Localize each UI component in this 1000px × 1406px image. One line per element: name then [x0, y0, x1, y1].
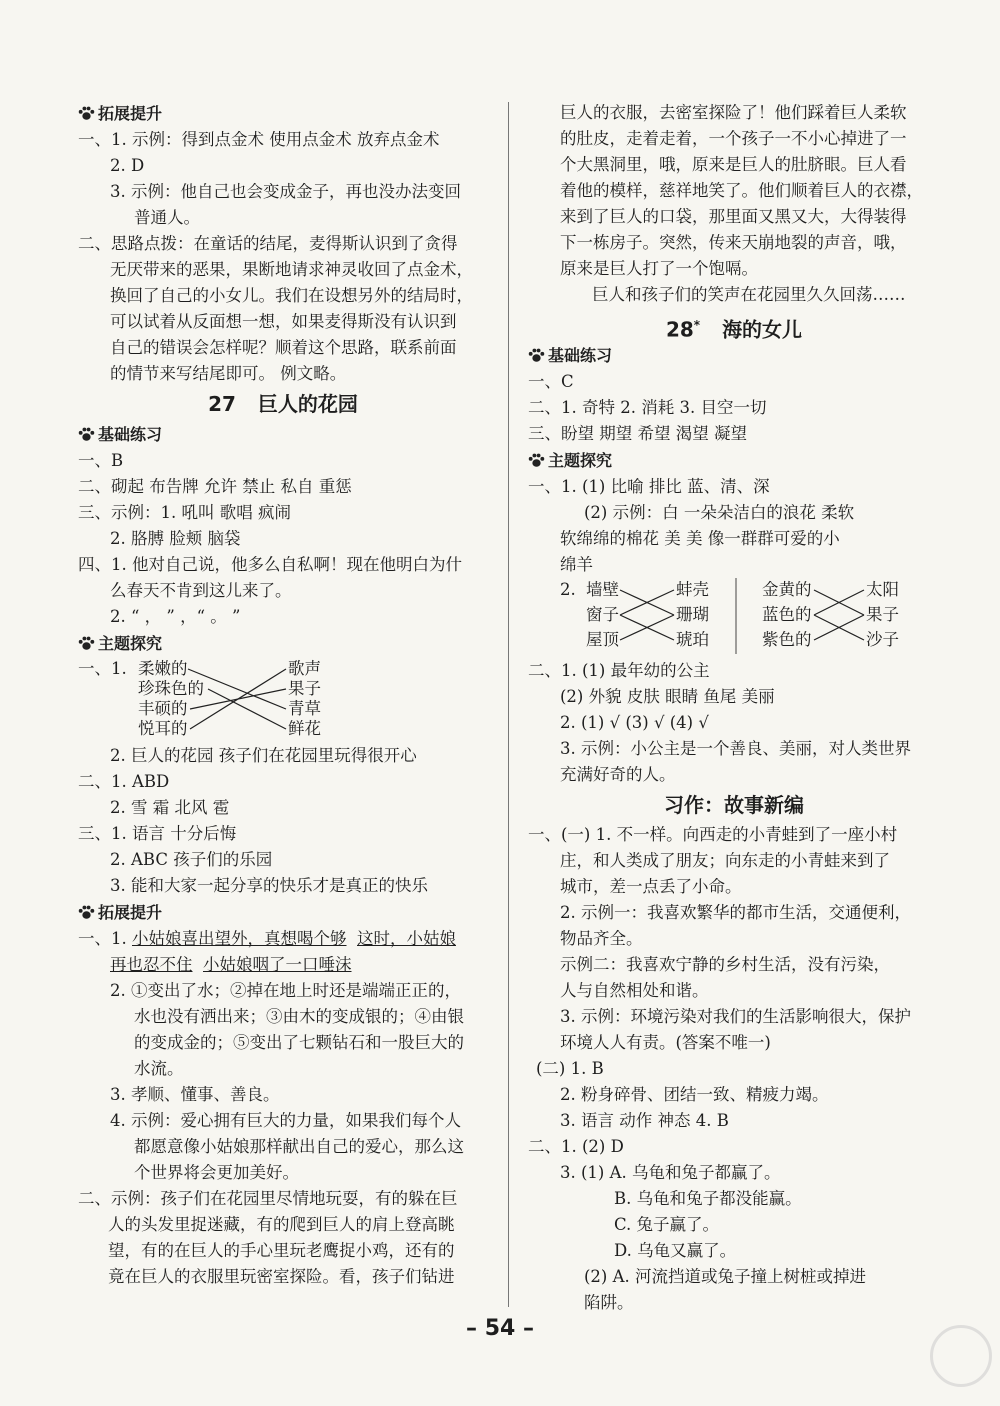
lesson-title-27: 27 巨人的花园	[208, 392, 358, 416]
text-line: D. 乌龟又赢了。	[614, 1241, 737, 1260]
paw-icon	[78, 427, 95, 442]
matching-exercise-28	[528, 578, 940, 658]
paw-icon	[528, 453, 545, 468]
text-line: 绵羊	[560, 555, 593, 574]
text-line: 环境人人有责。(答案不唯一)	[560, 1033, 771, 1052]
match-left-item: 蓝色的	[762, 605, 812, 624]
text-line: 3. 示例：环境污染对我们的生活影响很大，保护	[560, 1007, 911, 1026]
text-line: (2) 外貌 皮肤 眼睛 鱼尾 美丽	[560, 687, 775, 706]
text-line: 2. 胳膊 脸颊 脑袋	[110, 529, 241, 548]
text-line: 的肚皮，走着走着，一个孩子一不小心掉进了一	[560, 129, 907, 148]
match-left-item: 紫色的	[762, 630, 812, 649]
text-line: 原来是巨人打了一个饱嗝。	[560, 259, 758, 278]
writing-title: 习作：故事新编	[664, 793, 804, 817]
match-prefix: 一、1.	[78, 659, 127, 678]
text-line: 人与自然相处和谐。	[560, 981, 709, 1000]
text-line: 3. 孝顺、懂事、善良。	[110, 1085, 280, 1104]
matching-exercise-27	[78, 657, 488, 743]
text-line: 2. D	[110, 156, 145, 175]
text-line: 一、C	[528, 372, 574, 391]
text-line: 2. ①变出了水；②掉在地上时还是端端正正的，	[110, 981, 461, 1000]
text-line: 三、盼望 期望 希望 渴望 凝望	[528, 424, 747, 443]
column-divider	[508, 102, 509, 1307]
text-line: 3. 能和大家一起分享的快乐才是真正的快乐	[110, 876, 428, 895]
text-line: 的变成金的；⑤变出了七颗钻石和一股巨大的	[134, 1033, 464, 1052]
text-line: 一、1. (1) 比喻 排比 蓝、清、深	[528, 477, 770, 496]
text-line: 2. 示例一：我喜欢繁华的都市生活，交通便利，	[560, 903, 911, 922]
left-column	[78, 100, 488, 1290]
text-line: 2. 粉身碎骨、团结一致、精疲力竭。	[560, 1085, 829, 1104]
match-right-item: 歌声	[288, 659, 321, 678]
text-line: 自己的错误会怎样呢？顺着这个思路，联系前面	[110, 338, 457, 357]
text-line: 着他的模样，慈祥地笑了。他们顺着巨人的衣襟，	[560, 181, 923, 200]
text-line: 庄，和人类成了朋友；向东走的小青蛙来到了	[560, 851, 890, 870]
text-line: 一、B	[78, 451, 124, 470]
text-line: 2. ABC 孩子们的乐园	[110, 850, 273, 869]
match-prefix: 2.	[560, 580, 576, 599]
text-line: 二、1. ABD	[78, 772, 170, 791]
text-line: 一、1. 示例：得到点金术 使用点金术 放弃点金术	[78, 130, 440, 149]
text-line: 二、思路点拨：在童话的结尾，麦得斯认识到了贪得	[78, 234, 458, 253]
section-heading-tuozhan-2: 拓展提升	[78, 899, 488, 926]
text-line: 三、示例：1. 吼叫 歌唱 疯闹	[78, 503, 291, 522]
paw-icon	[78, 636, 95, 651]
text-line: 3. (1) A. 乌龟和兔子都赢了。	[560, 1163, 781, 1182]
underlined-answer: 小姑娘咽了一口唾沫	[203, 955, 352, 974]
text-line: 4. 示例：爱心拥有巨大的力量，如果我们每个人	[110, 1111, 461, 1130]
match-left-item: 悦耳的	[138, 719, 188, 738]
text-line: (2) A. 河流挡道或兔子撞上树桩或掉进	[584, 1267, 867, 1286]
text-line: 个大黑洞里，哦，原来是巨人的肚脐眼。巨人看	[560, 155, 907, 174]
text-line: 一、1. 小姑娘喜出望外，真想喝个够 这时，小姑娘	[78, 929, 456, 948]
text-line: 3. 示例：他自己也会变成金子，再也没办法变回	[110, 182, 461, 201]
text-line: 来到了巨人的口袋，那里面又黑又大，大得装得	[560, 207, 907, 226]
text-line: (2) 示例：白 一朵朵洁白的浪花 柔软	[584, 503, 855, 522]
text-line: 巨人和孩子们的笑声在花园里久久回荡……	[592, 285, 906, 304]
text-line: 望，有的在巨人的手心里玩老鹰捉小鸡，还有的	[108, 1241, 455, 1260]
underlined-answer: 这时，小姑娘	[357, 929, 456, 948]
underlined-answer: 小姑娘喜出望外，真想喝个够	[132, 929, 347, 948]
text-line: 水也没有洒出来；③由木的变成银的；④由银	[134, 1007, 464, 1026]
text-line: 二、1. 奇特 2. 消耗 3. 目空一切	[528, 398, 767, 417]
text-line: 无厌带来的恶果，果断地请求神灵收回了点金术，	[110, 260, 473, 279]
text-line: 城市，差一点丢了小命。	[560, 877, 742, 896]
text-line: 示例二：我喜欢宁静的乡村生活，没有污染，	[560, 955, 890, 974]
match-left-item: 柔嫩的	[138, 659, 188, 678]
text-line: B. 乌龟和兔子都没能赢。	[614, 1189, 802, 1208]
right-column	[528, 100, 940, 1316]
section-heading-zhuti: 主题探究	[78, 630, 488, 657]
matching-lines	[78, 657, 338, 743]
text-line: 二、1. (2) D	[528, 1137, 624, 1156]
text-line: 换回了自己的小女儿。我们在设想另外的结局时，	[110, 286, 473, 305]
match-left-item: 丰硕的	[138, 699, 188, 718]
text-line	[78, 952, 488, 978]
text-line: 么春天不肯到这儿来了。	[110, 581, 292, 600]
text-line: 物品齐全。	[560, 929, 643, 948]
paw-icon	[78, 905, 95, 920]
text-line: 3. 示例：小公主是一个善良、美丽，对人类世界	[560, 739, 911, 758]
underlined-answer: 再也忍不住	[110, 955, 193, 974]
text-line: (二) 1. B	[536, 1059, 604, 1078]
match-right-item: 蚌壳	[676, 580, 709, 599]
section-heading-tuozhan-1: 拓展提升	[78, 100, 488, 127]
text-line: 竟在巨人的衣服里玩密室探险。看，孩子们钻进	[108, 1267, 455, 1286]
match-left-item: 金黄的	[762, 580, 812, 599]
lesson-title-28: 28* 海的女儿	[665, 317, 803, 342]
text-line: 一、(一) 1. 不一样。向西走的小青蛙到了一座小村	[528, 825, 898, 844]
text-line: 2. 雪 霜 北风 雹	[110, 798, 230, 817]
matching-lines	[528, 578, 938, 658]
match-right-item: 沙子	[866, 630, 899, 649]
text-line: 陷阱。	[584, 1293, 634, 1312]
section-heading-jichu: 基础练习	[78, 421, 488, 448]
page-number: – 54 –	[466, 1316, 534, 1341]
text-line: 个世界将会更加美好。	[134, 1163, 299, 1182]
text-line: 人的头发里捉迷藏，有的爬到巨人的肩上登高眺	[108, 1215, 455, 1234]
section-heading-zhuti: 主题探究	[528, 447, 940, 474]
text-line: 2. 巨人的花园 孩子们在花园里玩得很开心	[110, 746, 417, 765]
text-line: 普通人。	[134, 208, 200, 227]
match-right-item: 果子	[866, 605, 899, 624]
text-line: 三、1. 语言 十分后悔	[78, 824, 237, 843]
match-right-item: 琥珀	[676, 630, 709, 649]
text-line: 二、1. (1) 最年幼的公主	[528, 661, 710, 680]
match-right-item: 青草	[288, 699, 321, 718]
section-heading-jichu: 基础练习	[528, 342, 940, 369]
match-left-item: 窗子	[586, 605, 619, 624]
watermark-stamp	[930, 1325, 992, 1387]
match-right-item: 珊瑚	[676, 605, 709, 624]
paw-icon	[528, 348, 545, 363]
match-right-item: 鲜花	[288, 719, 321, 738]
text-line: 的情节来写结尾即可。 例文略。	[110, 364, 347, 383]
text-line: 都愿意像小姑娘那样献出自己的爱心，那么这	[134, 1137, 464, 1156]
paw-icon	[78, 106, 95, 121]
match-left-item: 珍珠色的	[138, 679, 204, 698]
text-line: 3. 语言 动作 神态 4. B	[560, 1111, 729, 1130]
text-line: 2. (1) √ (3) √ (4) √	[560, 713, 709, 732]
text-line: 四、1. 他对自己说，他多么自私啊！现在他明白为什	[78, 555, 462, 574]
text-line: 软绵绵的棉花 美 美 像一群群可爱的小	[560, 529, 840, 548]
text-line: C. 兔子赢了。	[614, 1215, 720, 1234]
text-line: 可以试着从反面想一想，如果麦得斯没有认识到	[110, 312, 457, 331]
text-line: 2. “ ， ” ，“ 。 ”	[110, 607, 241, 626]
match-right-item: 果子	[288, 679, 321, 698]
text-line: 下一栋房子。突然，传来天崩地裂的声音，哦，	[560, 233, 907, 252]
text-line: 充满好奇的人。	[560, 765, 676, 784]
text-line: 水流。	[134, 1059, 184, 1078]
text-line: 二、砌起 布告牌 允许 禁止 私自 重惩	[78, 477, 352, 496]
match-right-item: 太阳	[866, 580, 899, 599]
match-left-item: 墙壁	[586, 580, 619, 599]
text-line: 二、示例：孩子们在花园里尽情地玩耍，有的躲在巨	[78, 1189, 458, 1208]
text-line: 巨人的衣服，去密室探险了！他们踩着巨人柔软	[560, 103, 907, 122]
match-left-item: 屋顶	[586, 630, 619, 649]
